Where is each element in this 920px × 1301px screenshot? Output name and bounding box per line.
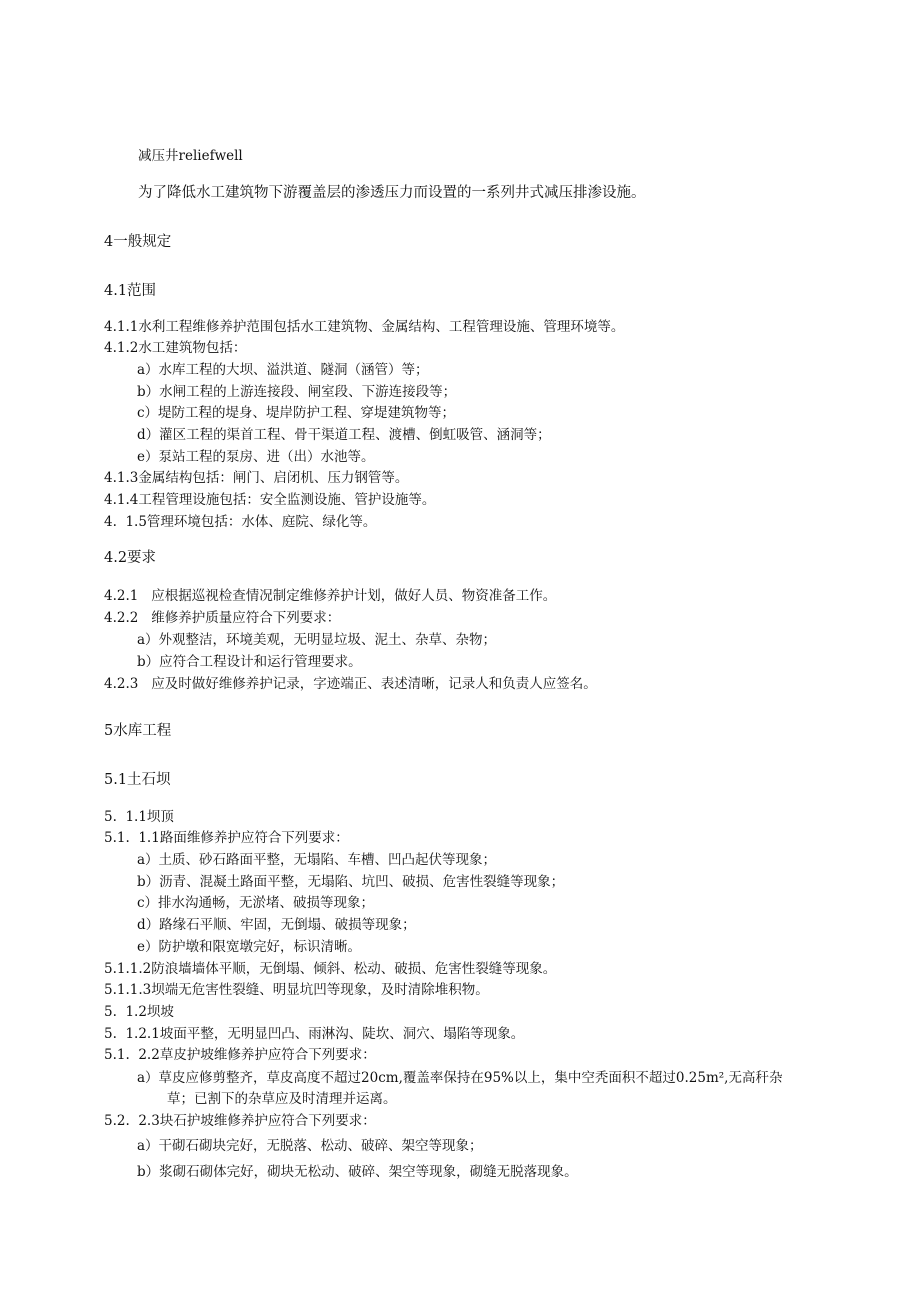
clause-line: 4.1.2水工建筑物包括： [104, 340, 247, 356]
list-item: a）水库工程的大坝、溢洪道、隧洞（涵管）等； [137, 362, 429, 378]
list-item: d）路缘石平顺、牢固，无倒塌、破损等现象； [137, 917, 416, 933]
clause-line: 4.2.2 维修养护质量应符合下列要求： [104, 610, 341, 626]
clause-line: 4.1.3金属结构包括：闸门、启闭机、压力钢管等。 [104, 470, 409, 486]
subsection-heading: 4.2要求 [104, 550, 157, 566]
clause-line: 5. 1.1坝顶 [104, 809, 174, 825]
clause-line: 5.1.1.2防浪墙墙体平顺，无倒塌、倾斜、松动、破损、危害性裂缝等现象。 [104, 961, 557, 977]
list-item: b）浆砌石砌体完好，砌块无松动、破碎、架空等现象，砌缝无脱落现象。 [137, 1164, 578, 1180]
list-item: d）灌区工程的渠首工程、骨干渠道工程、渡槽、倒虹吸管、涵洞等； [137, 427, 551, 443]
clause-line: 5.1.1.3坝端无危害性裂缝、明显坑凹等现象，及时清除堆积物。 [104, 982, 489, 998]
list-item: e）防护墩和限宽墩完好，标识清晰。 [137, 939, 361, 955]
clause-line: 5. 1.2坝坡 [104, 1004, 174, 1020]
list-item: a）土质、砂石路面平整，无塌陷、车槽、凹凸起伏等现象； [137, 852, 497, 868]
list-item: a）干砌石砌块完好，无脱落、松动、破碎、架空等现象； [137, 1138, 483, 1154]
clause-line: 5.2. 2.3块石护坡维修养护应符合下列要求： [104, 1113, 376, 1129]
list-item: b）沥青、混凝土路面平整，无塌陷、坑凹、破损、危害性裂缝等现象； [137, 874, 565, 890]
list-item: e）泵站工程的泵房、进（出）水池等。 [137, 449, 375, 465]
term-definition: 为了降低水工建筑物下游覆盖层的渗透压力而设置的一系列井式减压排渗设施。 [138, 185, 646, 201]
list-item: b）应符合工程设计和运行管理要求。 [137, 654, 362, 670]
clause-line: 4.2.3 应及时做好维修养护记录，字迹端正、表述清晰，记录人和负责人应签名。 [104, 676, 597, 692]
list-item: c）堤防工程的堤身、堤岸防护工程、穿堤建筑物等； [137, 405, 456, 421]
clause-line: 4.1.1水利工程维修养护范围包括水工建筑物、金属结构、工程管理设施、管理环境等。 [104, 319, 625, 335]
list-item: a）草皮应修剪整齐，草皮高度不超过20cm,覆盖率保持在95%以上，集中空秃面积不超过0.25m²,无高秆杂 [137, 1070, 783, 1086]
list-item-continuation: 草；已割下的杂草应及时清理并运离。 [167, 1091, 397, 1107]
clause-line: 4.1.4工程管理设施包括：安全监测设施、管护设施等。 [104, 492, 436, 508]
subsection-heading: 4.1范围 [104, 283, 157, 299]
section-heading: 4一般规定 [104, 234, 172, 250]
clause-line: 5. 1.2.1坡面平整，无明显凹凸、雨淋沟、陡坎、洞穴、塌陷等现象。 [104, 1026, 525, 1042]
term-heading: 减压井reliefwell [138, 148, 243, 164]
clause-line: 5.1. 1.1路面维修养护应符合下列要求： [104, 830, 349, 846]
list-item: a）外观整洁，环境美观，无明显垃圾、泥土、杂草、杂物； [137, 632, 497, 648]
subsection-heading: 5.1土石坝 [104, 772, 171, 788]
list-item: b）水闸工程的上游连接段、闸室段、下游连接段等； [137, 384, 457, 400]
clause-line: 5.1. 2.2草皮护坡维修养护应符合下列要求： [104, 1047, 376, 1063]
section-heading: 5水库工程 [104, 723, 172, 739]
clause-line: 4.2.1 应根据巡视检查情况制定维修养护计划，做好人员、物资准备工作。 [104, 588, 557, 604]
list-item: c）排水沟通畅，无淤堵、破损等现象； [137, 895, 375, 911]
clause-line: 4. 1.5管理环境包括：水体、庭院、绿化等。 [104, 514, 377, 530]
